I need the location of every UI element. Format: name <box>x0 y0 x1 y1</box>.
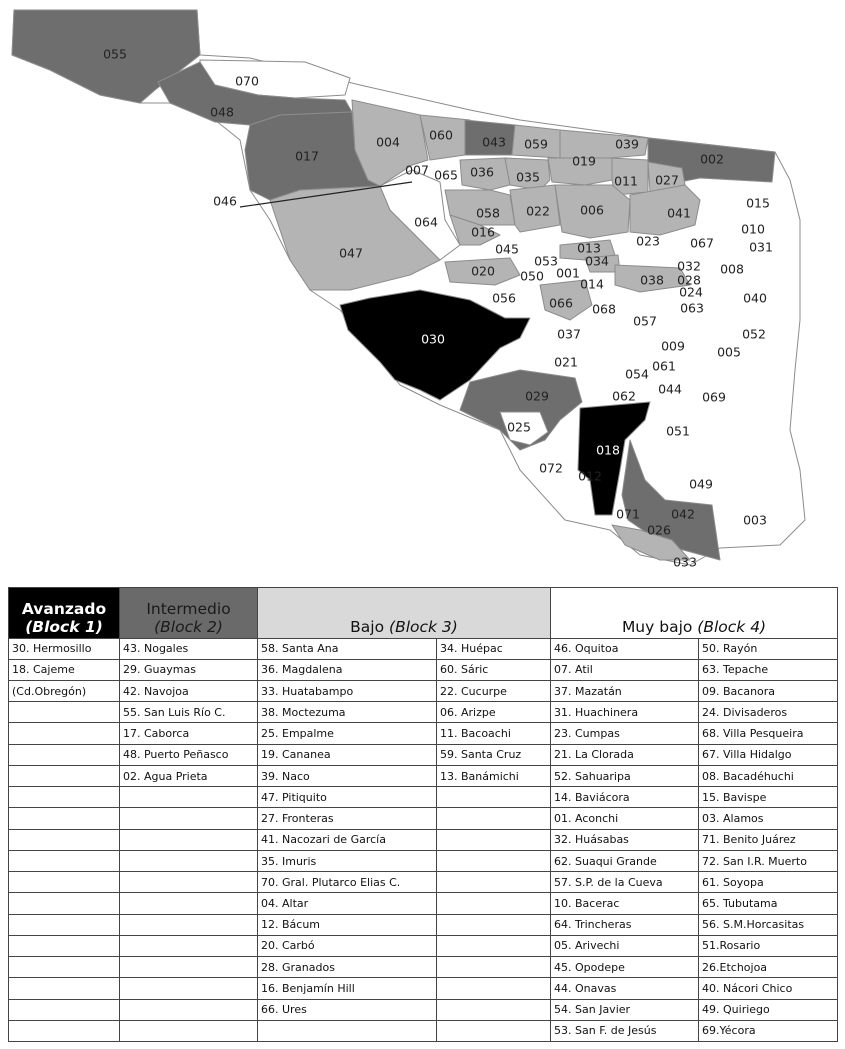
header-block1 <box>9 588 120 639</box>
legend-cell-col1 <box>9 978 120 999</box>
legend-cell-col5: 05. Arivechi <box>551 935 699 956</box>
map-label-022: 022 <box>526 203 550 219</box>
map-label-047: 047 <box>339 245 363 261</box>
map-label-062: 062 <box>612 388 636 404</box>
header-block2-title: Intermedio <box>146 599 231 618</box>
legend-row <box>9 829 838 850</box>
legend-cell-col1 <box>9 1020 120 1041</box>
map-label-012: 012 <box>578 468 602 484</box>
legend-cell-col2: 42. Navojoa <box>120 681 258 702</box>
header-block4-sub: (Block 4) <box>697 617 767 636</box>
map-label-024: 024 <box>679 284 703 300</box>
legend-row <box>9 978 838 999</box>
legend-row <box>9 638 838 659</box>
legend-row <box>9 681 838 702</box>
legend-cell-col2 <box>120 978 258 999</box>
map-label-033: 033 <box>673 554 697 570</box>
legend-row <box>9 935 838 956</box>
legend-cell-col3: 41. Nacozari de García <box>258 829 437 850</box>
legend-body <box>9 638 838 1041</box>
legend-cell-col4 <box>437 829 551 850</box>
map-label-040: 040 <box>743 290 767 306</box>
map-label-008: 008 <box>720 261 744 277</box>
map-label-043: 043 <box>482 134 506 150</box>
map-label-017: 017 <box>295 148 319 164</box>
legend-row <box>9 850 838 871</box>
legend-cell-col5: 54. San Javier <box>551 999 699 1020</box>
legend-cell-col4 <box>437 850 551 871</box>
legend-cell-col1 <box>9 829 120 850</box>
legend-cell-col5: 14. Baviácora <box>551 787 699 808</box>
legend-cell-col4: 06. Arizpe <box>437 702 551 723</box>
legend-cell-col2 <box>120 787 258 808</box>
map-label-006: 006 <box>580 202 604 218</box>
legend-cell-col3: 25. Empalme <box>258 723 437 744</box>
legend-cell-col6: 68. Villa Pesqueira <box>699 723 838 744</box>
legend-cell-col1 <box>9 702 120 723</box>
legend-row <box>9 1020 838 1041</box>
legend-cell-col3: 39. Naco <box>258 765 437 786</box>
legend-cell-col1: (Cd.Obregón) <box>9 681 120 702</box>
legend-cell-col4: 59. Santa Cruz <box>437 744 551 765</box>
legend-cell-col5: 01. Aconchi <box>551 808 699 829</box>
legend-cell-col4 <box>437 1020 551 1041</box>
legend-cell-col6: 24. Divisaderos <box>699 702 838 723</box>
header-block3-title: Bajo <box>350 617 390 636</box>
map-label-032: 032 <box>677 258 701 274</box>
map-label-055: 055 <box>103 46 127 62</box>
legend-cell-col6: 03. Alamos <box>699 808 838 829</box>
legend-cell-col2: 17. Caborca <box>120 723 258 744</box>
legend-cell-col2 <box>120 999 258 1020</box>
map-label-002: 002 <box>700 151 724 167</box>
legend-cell-col5: 10. Bacerac <box>551 893 699 914</box>
legend-cell-col6: 67. Villa Hidalgo <box>699 744 838 765</box>
legend-cell-col5: 45. Opodepe <box>551 957 699 978</box>
legend-cell-col5: 37. Mazatán <box>551 681 699 702</box>
legend-cell-col3: 33. Huatabampo <box>258 681 437 702</box>
map-label-036: 036 <box>470 164 494 180</box>
legend-cell-col5: 57. S.P. de la Cueva <box>551 872 699 893</box>
map-label-046: 046 <box>213 193 237 209</box>
legend-cell-col3: 20. Carbó <box>258 935 437 956</box>
legend-cell-col2 <box>120 829 258 850</box>
map-label-009: 009 <box>661 338 685 354</box>
legend-cell-col2 <box>120 850 258 871</box>
legend-row <box>9 659 838 680</box>
legend-cell-col5: 07. Atil <box>551 659 699 680</box>
map-label-030: 030 <box>421 331 445 347</box>
map-label-072: 072 <box>539 460 563 476</box>
legend-row <box>9 914 838 935</box>
legend-cell-col1 <box>9 744 120 765</box>
map-label-019: 019 <box>572 153 596 169</box>
map-label-067: 067 <box>690 235 714 251</box>
legend-cell-col1 <box>9 765 120 786</box>
legend-cell-col2 <box>120 872 258 893</box>
map-label-029: 029 <box>525 388 549 404</box>
map-label-021: 021 <box>554 354 578 370</box>
map-label-066: 066 <box>549 295 573 311</box>
legend-cell-col5: 62. Suaqui Grande <box>551 850 699 871</box>
legend-cell-col6: 15. Bavispe <box>699 787 838 808</box>
map-label-058: 058 <box>476 205 500 221</box>
legend-cell-col3: 58. Santa Ana <box>258 638 437 659</box>
map-label-060: 060 <box>429 127 453 143</box>
map-label-059: 059 <box>524 136 548 152</box>
legend-row <box>9 787 838 808</box>
legend-cell-col5: 64. Trincheras <box>551 914 699 935</box>
map-label-023: 023 <box>636 233 660 249</box>
map-label-027: 027 <box>655 172 679 188</box>
header-block3-sub: (Block 3) <box>389 617 458 636</box>
map-label-048: 048 <box>210 104 234 120</box>
legend-cell-col3: 12. Bácum <box>258 914 437 935</box>
legend-cell-col3: 47. Pitiquito <box>258 787 437 808</box>
legend-cell-col6: 72. San I.R. Muerto <box>699 850 838 871</box>
legend-cell-col6: 50. Rayón <box>699 638 838 659</box>
legend-cell-col6: 71. Benito Juárez <box>699 829 838 850</box>
legend-cell-col3: 36. Magdalena <box>258 659 437 680</box>
legend-cell-col3: 19. Cananea <box>258 744 437 765</box>
legend-cell-col2 <box>120 914 258 935</box>
map-label-052: 052 <box>742 326 766 342</box>
legend-row <box>9 999 838 1020</box>
map-label-031: 031 <box>749 239 773 255</box>
legend-cell-col2: 29. Guaymas <box>120 659 258 680</box>
legend-row <box>9 893 838 914</box>
map-label-053: 053 <box>534 253 558 269</box>
map-label-034: 034 <box>585 253 609 269</box>
legend-cell-col1: 18. Cajeme <box>9 659 120 680</box>
map-label-042: 042 <box>671 506 695 522</box>
legend-cell-col4 <box>437 935 551 956</box>
legend-cell-col4: 13. Banámichi <box>437 765 551 786</box>
map-label-056: 056 <box>492 290 516 306</box>
map-label-061: 061 <box>652 358 676 374</box>
map-label-063: 063 <box>680 300 704 316</box>
header-block1-sub: (Block 1) <box>25 617 103 636</box>
map-label-025: 025 <box>507 419 531 435</box>
map-label-064: 064 <box>414 214 438 230</box>
legend-cell-col5: 32. Huásabas <box>551 829 699 850</box>
map-label-011: 011 <box>614 173 638 189</box>
legend-cell-col1 <box>9 914 120 935</box>
legend-cell-col4: 60. Sáric <box>437 659 551 680</box>
map-label-013: 013 <box>577 240 601 256</box>
legend-cell-col1 <box>9 893 120 914</box>
header-block3 <box>258 588 551 639</box>
legend-cell-col5: 21. La Clorada <box>551 744 699 765</box>
legend-cell-col4: 34. Huépac <box>437 638 551 659</box>
legend-cell-col2: 02. Agua Prieta <box>120 765 258 786</box>
legend-row <box>9 744 838 765</box>
legend-cell-col6: 26.Etchojoa <box>699 957 838 978</box>
legend-row <box>9 702 838 723</box>
map-label-045: 045 <box>495 241 519 257</box>
legend-cell-col3: 35. Imuris <box>258 850 437 871</box>
header-block2 <box>120 588 258 639</box>
legend-cell-col4 <box>437 893 551 914</box>
legend-cell-col2 <box>120 935 258 956</box>
legend-cell-col6: 69.Yécora <box>699 1020 838 1041</box>
legend-row <box>9 765 838 786</box>
legend-cell-col6: 08. Bacadéhuchi <box>699 765 838 786</box>
legend-cell-col3: 70. Gral. Plutarco Elias C. <box>258 872 437 893</box>
legend-cell-col1 <box>9 935 120 956</box>
map-label-044: 044 <box>658 381 682 397</box>
legend-cell-col6: 61. Soyopa <box>699 872 838 893</box>
map-label-010: 010 <box>741 221 765 237</box>
map-label-037: 037 <box>557 326 581 342</box>
map-label-039: 039 <box>615 136 639 152</box>
map-label-007: 007 <box>405 162 429 178</box>
legend-cell-col6: 56. S.M.Horcasitas <box>699 914 838 935</box>
map-label-057: 057 <box>633 313 657 329</box>
legend-cell-col6: 49. Quiriego <box>699 999 838 1020</box>
legend-cell-col3: 66. Ures <box>258 999 437 1020</box>
legend-header-row <box>9 588 838 639</box>
map-label-050: 050 <box>520 268 544 284</box>
map-label-014: 014 <box>580 276 604 292</box>
map-label-049: 049 <box>689 476 713 492</box>
map-label-071: 071 <box>616 506 640 522</box>
legend-cell-col2 <box>120 1020 258 1041</box>
legend-cell-col3: 04. Altar <box>258 893 437 914</box>
map-label-070: 070 <box>235 73 259 89</box>
legend-cell-col2: 55. San Luis Río C. <box>120 702 258 723</box>
legend-cell-col6: 65. Tubutama <box>699 893 838 914</box>
map-label-004: 004 <box>376 134 400 150</box>
map-label-051: 051 <box>666 423 690 439</box>
legend-cell-col4 <box>437 808 551 829</box>
legend-cell-col1 <box>9 787 120 808</box>
legend-cell-col5: 31. Huachinera <box>551 702 699 723</box>
map-label-065: 065 <box>434 167 458 183</box>
legend-cell-col6: 40. Nácori Chico <box>699 978 838 999</box>
legend-cell-col6: 51.Rosario <box>699 935 838 956</box>
legend-cell-col3: 27. Fronteras <box>258 808 437 829</box>
map-label-018: 018 <box>596 442 620 458</box>
legend-cell-col6: 09. Bacanora <box>699 681 838 702</box>
map-label-026: 026 <box>647 522 671 538</box>
legend-cell-col1: 30. Hermosillo <box>9 638 120 659</box>
legend-cell-col3: 28. Granados <box>258 957 437 978</box>
legend-cell-col1 <box>9 957 120 978</box>
legend-cell-col5: 46. Oquitoa <box>551 638 699 659</box>
legend-cell-col3: 16. Benjamín Hill <box>258 978 437 999</box>
map-label-003: 003 <box>743 512 767 528</box>
map-label-001: 001 <box>556 265 580 281</box>
legend-cell-col4 <box>437 999 551 1020</box>
legend-cell-col4 <box>437 978 551 999</box>
legend-cell-col1 <box>9 872 120 893</box>
legend-cell-col1 <box>9 723 120 744</box>
map-label-054: 054 <box>625 366 649 382</box>
map-label-005: 005 <box>717 344 741 360</box>
legend-row <box>9 808 838 829</box>
legend-cell-col2 <box>120 808 258 829</box>
legend-cell-col5: 44. Onavas <box>551 978 699 999</box>
map-label-035: 035 <box>516 169 540 185</box>
map-label-028: 028 <box>677 272 701 288</box>
map-label-020: 020 <box>471 263 495 279</box>
legend-row <box>9 957 838 978</box>
legend-row <box>9 723 838 744</box>
legend-cell-col1 <box>9 808 120 829</box>
legend-cell-col3 <box>258 1020 437 1041</box>
legend-cell-col3: 38. Moctezuma <box>258 702 437 723</box>
legend-table <box>8 587 838 1042</box>
legend-cell-col1 <box>9 999 120 1020</box>
map-label-016: 016 <box>471 224 495 240</box>
legend-cell-col4: 11. Bacoachi <box>437 723 551 744</box>
legend-cell-col5: 53. San F. de Jesús <box>551 1020 699 1041</box>
header-block4 <box>551 588 838 639</box>
legend-cell-col2 <box>120 893 258 914</box>
legend-cell-col4: 22. Cucurpe <box>437 681 551 702</box>
legend-cell-col4 <box>437 872 551 893</box>
map-label-041: 041 <box>667 205 691 221</box>
legend-cell-col2: 48. Puerto Peñasco <box>120 744 258 765</box>
map-label-015: 015 <box>746 195 770 211</box>
legend-cell-col2: 43. Nogales <box>120 638 258 659</box>
header-block1-title: Avanzado <box>21 599 107 618</box>
legend-cell-col4 <box>437 957 551 978</box>
header-block4-title: Muy bajo <box>621 617 698 636</box>
legend-cell-col1 <box>9 850 120 871</box>
legend-cell-col5: 23. Cumpas <box>551 723 699 744</box>
legend-cell-col4 <box>437 787 551 808</box>
map-label-069: 069 <box>702 389 726 405</box>
header-block2-sub: (Block 2) <box>154 617 223 636</box>
legend-cell-col5: 52. Sahuaripa <box>551 765 699 786</box>
legend-row <box>9 872 838 893</box>
map-label-068: 068 <box>592 301 616 317</box>
legend-cell-col6: 63. Tepache <box>699 659 838 680</box>
legend-cell-col2 <box>120 957 258 978</box>
map-label-038: 038 <box>640 272 664 288</box>
legend-cell-col4 <box>437 914 551 935</box>
